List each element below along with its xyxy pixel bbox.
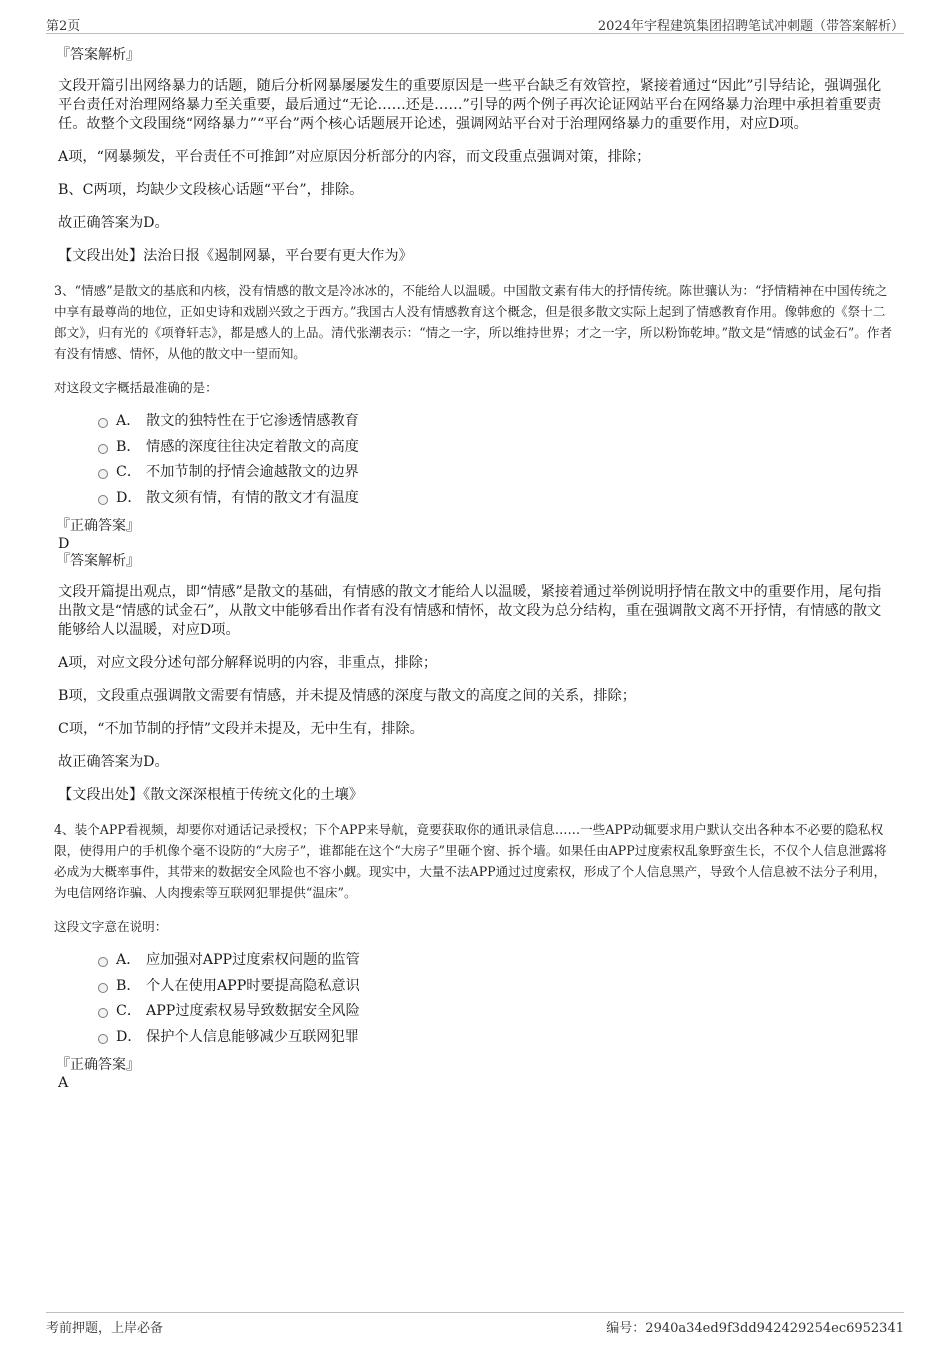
option-letter: D． (116, 1028, 142, 1045)
correct-answer-value: A (58, 1075, 69, 1091)
correct-answer-label: 『正确答案』 (56, 518, 140, 534)
radio-icon[interactable] (98, 469, 108, 479)
option-text: 应加强对APP过度索权问题的监管 (146, 952, 360, 968)
correct-answer-value: D (58, 536, 70, 552)
question-3-stem: 对这段文字概括最准确的是： (54, 380, 218, 395)
option-text: APP过度索权易导致数据安全风险 (146, 1003, 360, 1019)
analysis-paragraph: A项，对应文段分述句部分解释说明的内容，非重点，排除； (58, 655, 438, 671)
analysis-paragraph: B项，文段重点强调散文需要有情感，并未提及情感的深度与散文的高度之间的关系，排除； (58, 688, 636, 704)
analysis-paragraph: 文段开篇引出网络暴力的话题，随后分析网暴屡屡发生的重要原因是一些平台缺乏有效管控，紧接着通过“因此”引导结论，强调强化平台责任对治理网络暴力至关重要，最后通过“无论……还是……”引导的两个例子再次论证网站平台在网络暴力治理中承担着重要责任。故整个文段围绕“网络暴力”“平台”两个核心话题展开论述，强调网站平台对于治理网络暴力的重要作用，对应D项。 (58, 78, 882, 132)
page-header (46, 13, 904, 34)
radio-icon[interactable] (98, 444, 108, 454)
option-text: 保护个人信息能够减少互联网犯罪 (146, 1028, 359, 1045)
radio-icon[interactable] (98, 957, 108, 967)
question-3-options (98, 409, 894, 511)
radio-icon[interactable] (98, 418, 108, 428)
option-text: 情感的深度往往决定着散文的高度 (146, 438, 359, 455)
option-letter: C． (116, 1003, 142, 1019)
option-letter: B． (116, 977, 141, 994)
question-4-options (98, 948, 894, 1050)
analysis-label: 『答案解析』 (56, 47, 140, 63)
option-letter: B． (116, 438, 141, 455)
radio-icon[interactable] (98, 495, 108, 505)
radio-icon[interactable] (98, 983, 108, 993)
option-b[interactable] (98, 974, 894, 1000)
option-a[interactable] (98, 948, 894, 974)
question-3-answer (56, 517, 894, 571)
option-letter: A． (116, 952, 141, 968)
analysis-paragraph: 文段开篇提出观点，即“情感”是散文的基础，有情感的散文才能给人以温暖，紧接着通过举例说明抒情在散文中的重要作用，尾句指出散文是“情感的试金石”，从散文中能够看出作者有没有情感和情怀，故文段为总分结构，重在强调散文离不开抒情，有情感的散文能够给人以温暖，对应D项。 (58, 584, 882, 638)
radio-icon[interactable] (98, 1008, 108, 1018)
analysis-label: 『答案解析』 (56, 553, 140, 569)
analysis-paragraph: A项，“网暴频发，平台责任不可推卸”对应原因分析部分的内容，而文段重点强调对策，排除； (58, 149, 651, 165)
option-b[interactable] (98, 435, 894, 461)
footer-slogan: 考前押题，上岸必备 (46, 1321, 164, 1336)
passage-source: 【文段出处】法治日报《遏制网暴，平台要有更大作为》 (58, 248, 413, 264)
option-d[interactable] (98, 486, 894, 512)
analysis-paragraph: C项，“不加节制的抒情”文段并未提及，无中生有，排除。 (58, 721, 424, 737)
option-text: 不加节制的抒情会逾越散文的边界 (146, 464, 359, 480)
question-4-text: 4、装个APP看视频，却要你对通话记录授权；下个APP来导航，竟要获取你的通讯录信息……一些APP动辄要求用户默认交出各种本不必要的隐私权限，使得用户的手机像个毫不设防的“大房子”，谁都能在这个“大房子”里砸个窗、拆个墙。如果任由APP过度索权乱象野蛮生长，不仅个人信息泄露将必成为大概率事件，其带来的数据安全风险也不容小觑。现实中，大量不法APP通过过度索权，形成了个人信息黑产，导致个人信息被不法分子利用，为电信网络诈骗、人肉搜索等互联网犯罪提供“温床”。 (54, 822, 887, 900)
option-text: 散文的独特性在于它渗透情感教育 (146, 413, 359, 429)
option-text: 个人在使用APP时要提高隐私意识 (146, 977, 360, 994)
option-c[interactable] (98, 999, 894, 1025)
option-letter: A． (116, 413, 141, 429)
document-body (56, 46, 894, 1091)
analysis-paragraph: 故正确答案为D。 (58, 215, 169, 231)
question-4-answer (56, 1056, 894, 1091)
correct-answer-label: 『正确答案』 (56, 1057, 140, 1073)
passage-source: 【文段出处】《散文深深根植于传统文化的土壤》 (58, 787, 364, 803)
question-3-text: 3、“情感”是散文的基底和内核，没有情感的散文是冷冰冰的，不能给人以温暖。中国散文素有伟大的抒情传统。陈世骧认为：“抒情精神在中国传统之中享有最尊尚的地位，正如史诗和戏剧兴致之于西方。”我国古人没有情感教育这个概念，但是很多散文实际上起到了情感教育作用。像韩愈的《祭十二郎文》，归有光的《项脊轩志》，都是感人的上品。清代张潮表示：“情之一字，所以维持世界；才之一字，所以粉饰乾坤。”散文是“情感的试金石”。作者有没有情感、情怀，从他的散文中一望而知。 (54, 283, 893, 361)
option-text: 散文须有情，有情的散文才有温度 (146, 489, 359, 506)
option-d[interactable] (98, 1025, 894, 1051)
document-code: 编号：2940a34ed9f3dd942429254ec6952341 (606, 1321, 904, 1336)
page-footer (46, 1312, 904, 1335)
document-title: 2024年宇程建筑集团招聘笔试冲刺题（带答案解析） (597, 19, 904, 34)
analysis-paragraph: 故正确答案为D。 (58, 754, 169, 770)
question-4-stem: 这段文字意在说明： (54, 919, 168, 934)
option-c[interactable] (98, 460, 894, 486)
analysis-paragraph: B、C两项，均缺少文段核心话题“平台”，排除。 (58, 182, 364, 198)
option-letter: C． (116, 464, 142, 480)
option-a[interactable] (98, 409, 894, 435)
page-number: 第2页 (46, 19, 81, 34)
option-letter: D． (116, 489, 142, 506)
radio-icon[interactable] (98, 1034, 108, 1044)
